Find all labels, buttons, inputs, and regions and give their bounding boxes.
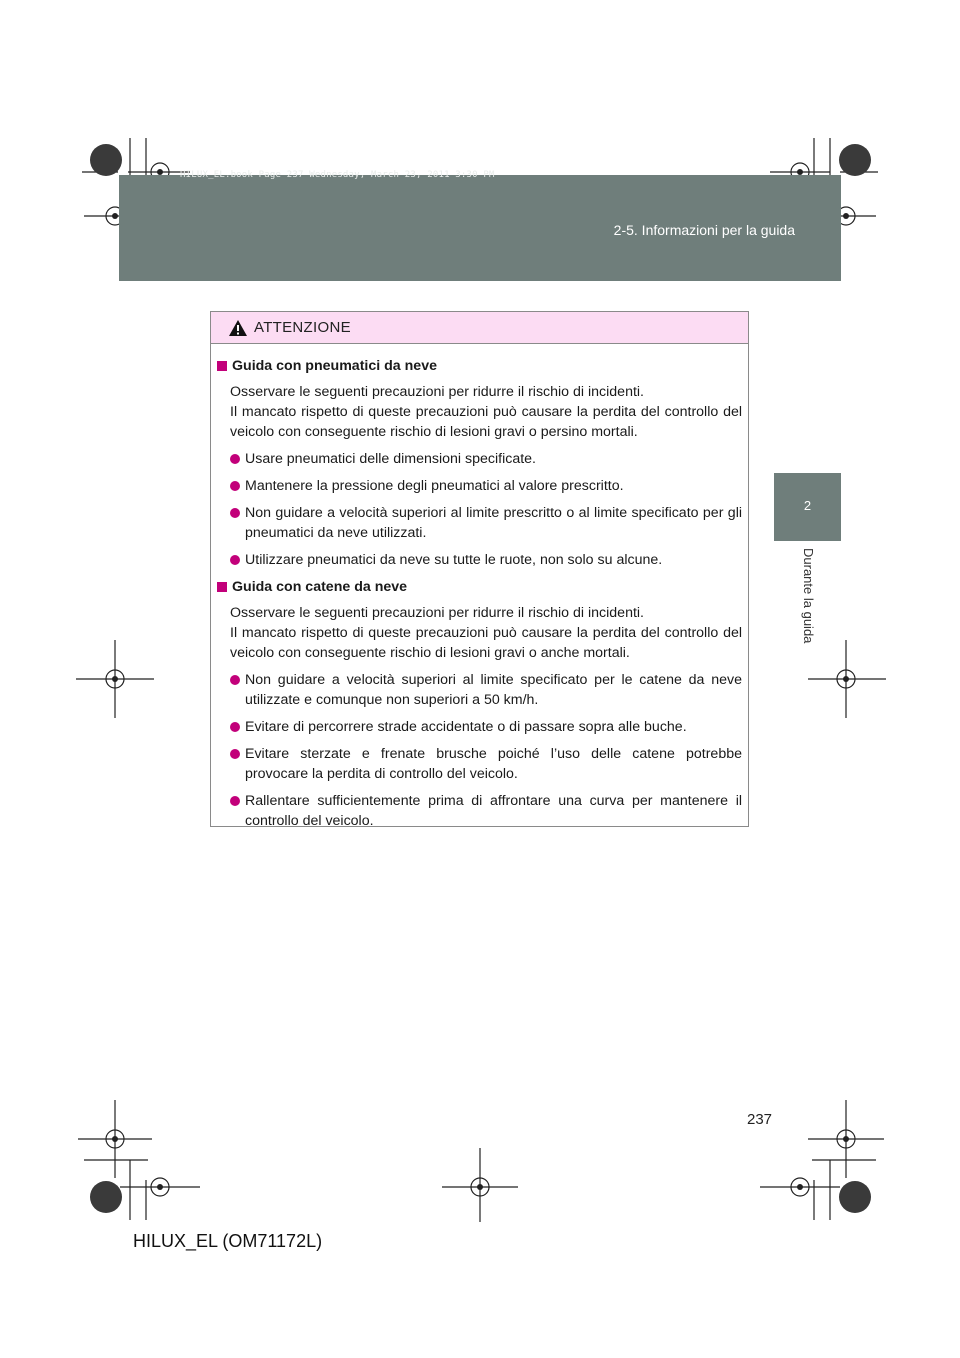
section-heading: Guida con pneumatici da neve (217, 356, 742, 376)
round-bullet-icon (230, 796, 240, 806)
section-intro: Osservare le seguenti precauzioni per ridurre il rischio di incidenti. Il mancato rispetto di queste precauzioni può causare la perdita del controllo del veicolo con conseguente rischio di lesioni gravi o persino mortali. (230, 384, 742, 440)
list-item: Utilizzare pneumatici da neve su tutte le ruote, non solo su alcune. (217, 550, 742, 570)
list-item: Mantenere la pressione degli pneumatici al valore prescritto. (217, 476, 742, 496)
round-bullet-icon (230, 454, 240, 464)
list-item: Non guidare a velocità superiori al limite specificato per le catene da neve utilizzate e comunque non superiori a 50 km/h. (217, 670, 742, 710)
list-item: Evitare di percorrere strade accidentate o di passare sopra alle buche. (217, 717, 742, 737)
list-item: Rallentare sufficientemente prima di affrontare una curva per mantenere il controllo del veicolo. (217, 791, 742, 831)
round-bullet-icon (230, 675, 240, 685)
round-bullet-icon (230, 555, 240, 565)
book-stamp: HILUX_EL.book Page 237 Wednesday, March 23, 2011 3:30 PM (180, 170, 495, 180)
round-bullet-icon (230, 722, 240, 732)
chapter-tab (774, 473, 841, 541)
warning-header (211, 312, 748, 344)
chapter-label: Durante la guida (801, 548, 816, 644)
warning-box (210, 311, 749, 827)
section-title: 2-5. Informazioni per la guida (613, 222, 795, 238)
square-bullet-icon (217, 361, 227, 371)
round-bullet-icon (230, 481, 240, 491)
list-item: Usare pneumatici delle dimensioni specificate. (217, 449, 742, 469)
warning-icon (228, 319, 248, 337)
round-bullet-icon (230, 749, 240, 759)
list-item: Evitare sterzate e frenate brusche poiché l’uso delle catene potrebbe provocare la perdita di controllo del veicolo. (217, 744, 742, 784)
chapter-number: 2 (803, 498, 812, 513)
list-item: Non guidare a velocità superiori al limite prescritto o al limite specificato per gli pneumatici da neve utilizzati. (217, 503, 742, 543)
warning-body (211, 344, 748, 831)
section-heading: Guida con catene da neve (217, 577, 742, 597)
page-number: 237 (747, 1111, 773, 1128)
document-code: HILUX_EL (OM71172L) (133, 1231, 323, 1251)
warning-title: ATTENZIONE (254, 319, 351, 336)
square-bullet-icon (217, 582, 227, 592)
section-intro: Osservare le seguenti precauzioni per ridurre il rischio di incidenti. Il mancato rispetto di queste precauzioni può causare la perdita del controllo del veicolo con conseguente rischio di lesioni gravi o anche mortali. (230, 605, 742, 661)
round-bullet-icon (230, 508, 240, 518)
